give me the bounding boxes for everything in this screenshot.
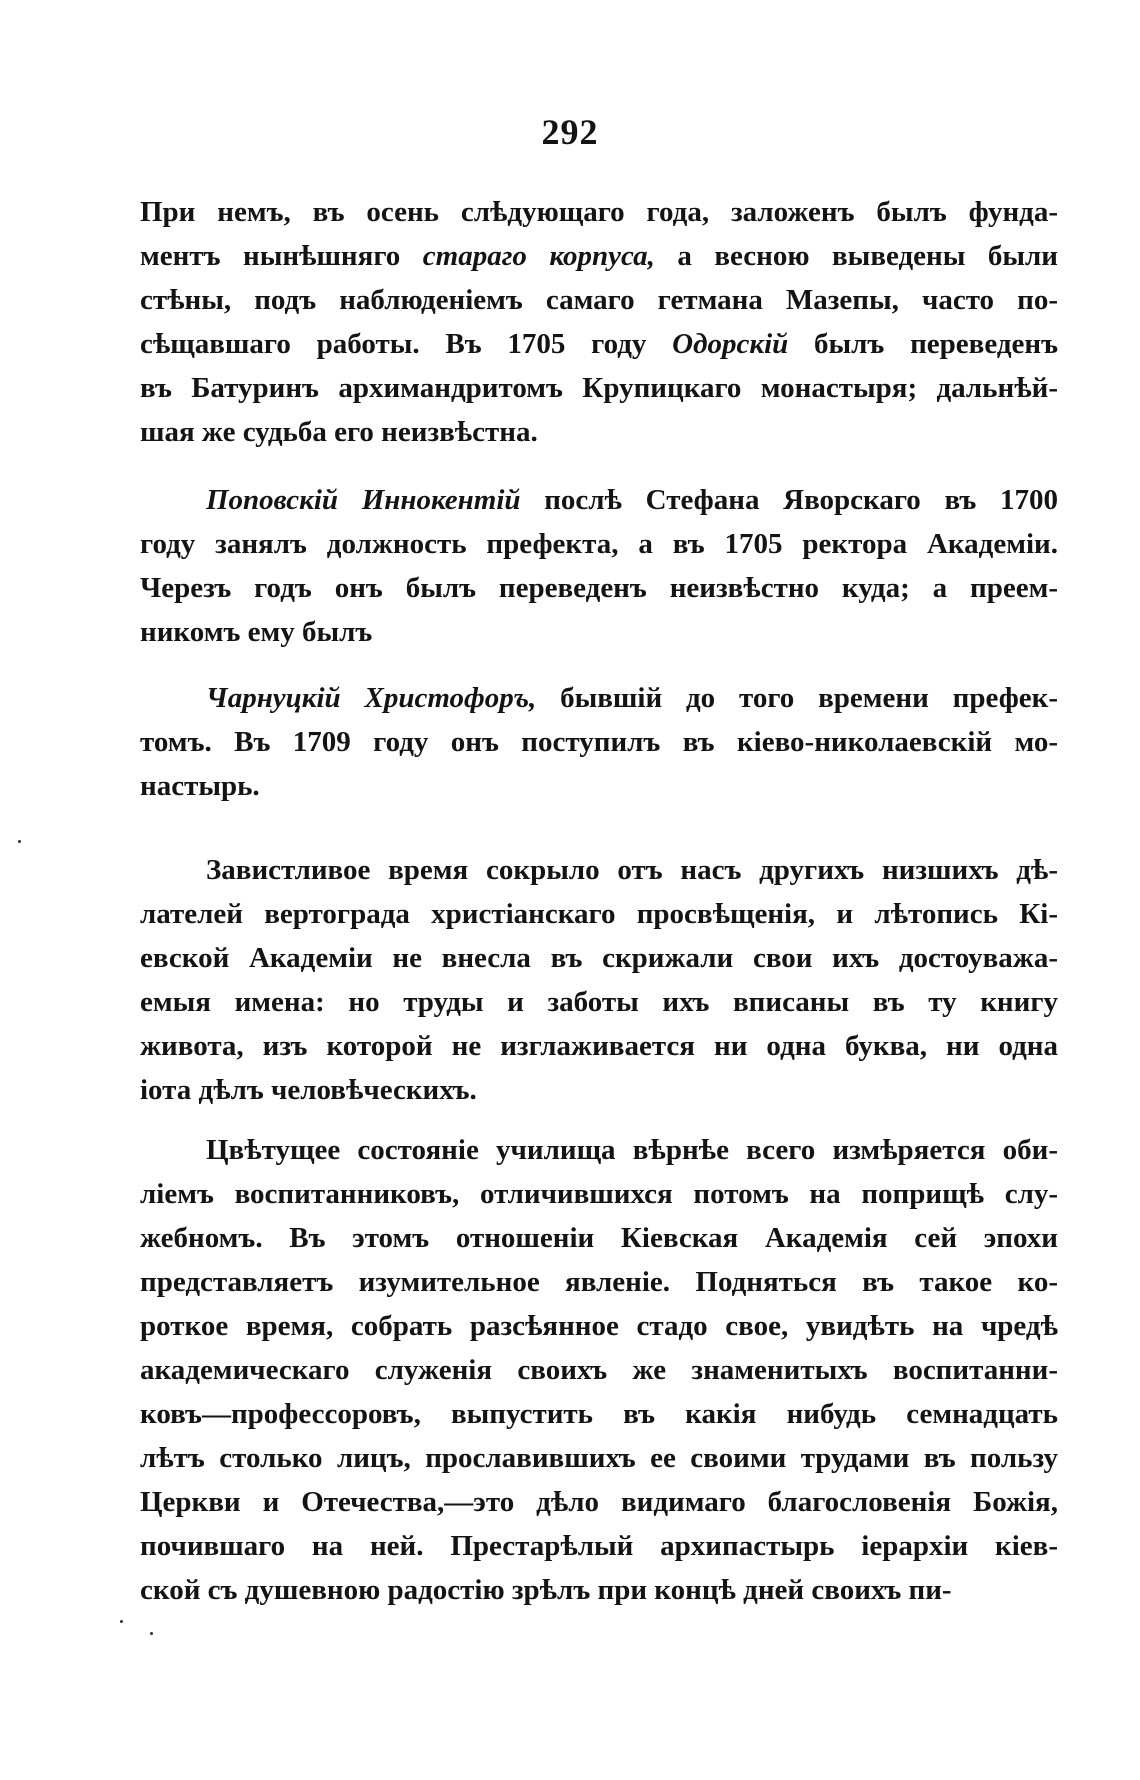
text-run: шая же судьба его неизвѣстна. [140, 416, 538, 448]
italic-run: Одорскій [672, 328, 789, 360]
text-run: сѣщавшаго работы. Въ 1705 году [140, 328, 673, 360]
print-speck [150, 1632, 153, 1635]
paragraph-5 [140, 1128, 1058, 1612]
text-run: роткое время, собрать разсѣянное стадо свое, увидѣть на чредѣ [140, 1310, 1058, 1342]
text-run: живота, изъ которой не изглаживается ни одна буква, ни одна [140, 1030, 1058, 1062]
text-line [140, 764, 1058, 808]
text-line [140, 848, 1058, 892]
text-line [140, 1172, 1058, 1216]
text-line [140, 234, 1058, 278]
text-run: настырь. [140, 770, 260, 802]
text-run: іота дѣлъ человѣческихъ. [140, 1074, 477, 1106]
text-run: жебномъ. Въ этомъ отношеніи Кіевская Академія сей эпохи [140, 1222, 1058, 1254]
text-run: академическаго служенія своихъ же знаменитыхъ воспитанни- [140, 1354, 1058, 1386]
text-run: году занялъ должность префекта, а въ 1705 ректора Академіи. [140, 528, 1058, 560]
text-run: ліемъ воспитанниковъ, отличившихся потомъ на поприщѣ слу- [140, 1178, 1058, 1210]
text-line [140, 1128, 1058, 1172]
text-run: представляетъ изумительное явленіе. Подняться въ такое ко- [140, 1266, 1058, 1298]
text-line [140, 1524, 1058, 1568]
text-run: Цвѣтущее состояніе училища вѣрнѣе всего измѣряется оби- [206, 1134, 1058, 1166]
text-line [140, 190, 1058, 234]
text-line [140, 322, 1058, 366]
text-run: стѣны, подъ наблюденіемъ самаго гетмана Мазепы, часто по- [140, 284, 1058, 316]
text-line [140, 936, 1058, 980]
text-line [140, 478, 1058, 522]
italic-run: Чарнуцкій Христофоръ, [206, 682, 537, 714]
text-run: лѣтъ столько лицъ, прославившихъ ее своими трудами въ пользу [140, 1442, 1058, 1474]
text-run: Черезъ годъ онъ былъ переведенъ неизвѣстно куда; а преем- [140, 572, 1058, 604]
text-line [140, 366, 1058, 410]
text-line [140, 980, 1058, 1024]
text-line [140, 1568, 1058, 1612]
text-line [140, 676, 1058, 720]
text-line [140, 720, 1058, 764]
text-run: ментъ нынѣшняго [140, 240, 423, 272]
text-run: бывшій до того времени префек- [536, 682, 1059, 714]
text-run: въ Батуринъ архимандритомъ Крупицкаго монастыря; дальнѣй- [140, 372, 1058, 404]
text-run: лателей вертограда христіанскаго просвѣщенія, и лѣтопись Кі- [140, 898, 1058, 930]
text-line [140, 1304, 1058, 1348]
paragraph-4 [140, 848, 1058, 1112]
italic-run: стараго корпуса, [422, 240, 655, 272]
text-run: а весною выведены были [654, 240, 1058, 272]
text-line [140, 1216, 1058, 1260]
text-run: томъ. Въ 1709 году онъ поступилъ въ кіево-николаевскій мо- [140, 726, 1058, 758]
text-run: евской Академіи не внесла въ скрижали свои ихъ достоуважа- [140, 942, 1058, 974]
text-line [140, 566, 1058, 610]
text-line [140, 1260, 1058, 1304]
italic-run: Поповскій Иннокентій [206, 484, 521, 516]
paragraph-3 [140, 676, 1058, 808]
text-line [140, 410, 1058, 454]
text-run: былъ переведенъ [788, 328, 1058, 360]
text-run: При немъ, въ осень слѣдующаго года, заложенъ былъ фунда- [140, 196, 1058, 228]
text-line [140, 1024, 1058, 1068]
text-run: никомъ ему былъ [140, 616, 373, 648]
text-run: ской съ душевною радостію зрѣлъ при концѣ дней своихъ пи- [140, 1574, 952, 1606]
text-run: Церкви и Отечества,—это дѣло видимаго благословенія Божія, [140, 1486, 1058, 1518]
text-run: ковъ—профессоровъ, выпустить въ какія нибудь семнадцать [140, 1398, 1058, 1430]
text-line [140, 892, 1058, 936]
text-line [140, 1436, 1058, 1480]
paragraph-2 [140, 478, 1058, 654]
text-run: почившаго на ней. Престарѣлый архипастырь іерархіи кіев- [140, 1530, 1058, 1562]
text-run: послѣ Стефана Яворскаго въ 1700 [520, 484, 1058, 516]
text-run: емыя имена: но труды и заботы ихъ вписаны въ ту книгу [140, 986, 1058, 1018]
text-line [140, 610, 1058, 654]
text-line [140, 1392, 1058, 1436]
text-run: Завистливое время сокрыло отъ насъ другихъ низшихъ дѣ- [206, 854, 1058, 886]
text-line [140, 1480, 1058, 1524]
page-number: 292 [541, 112, 599, 152]
text-line [140, 1348, 1058, 1392]
text-line [140, 1068, 1058, 1112]
print-speck [120, 1620, 123, 1623]
paragraph-1 [140, 190, 1058, 454]
print-speck [18, 840, 21, 843]
text-line [140, 278, 1058, 322]
text-line [140, 522, 1058, 566]
